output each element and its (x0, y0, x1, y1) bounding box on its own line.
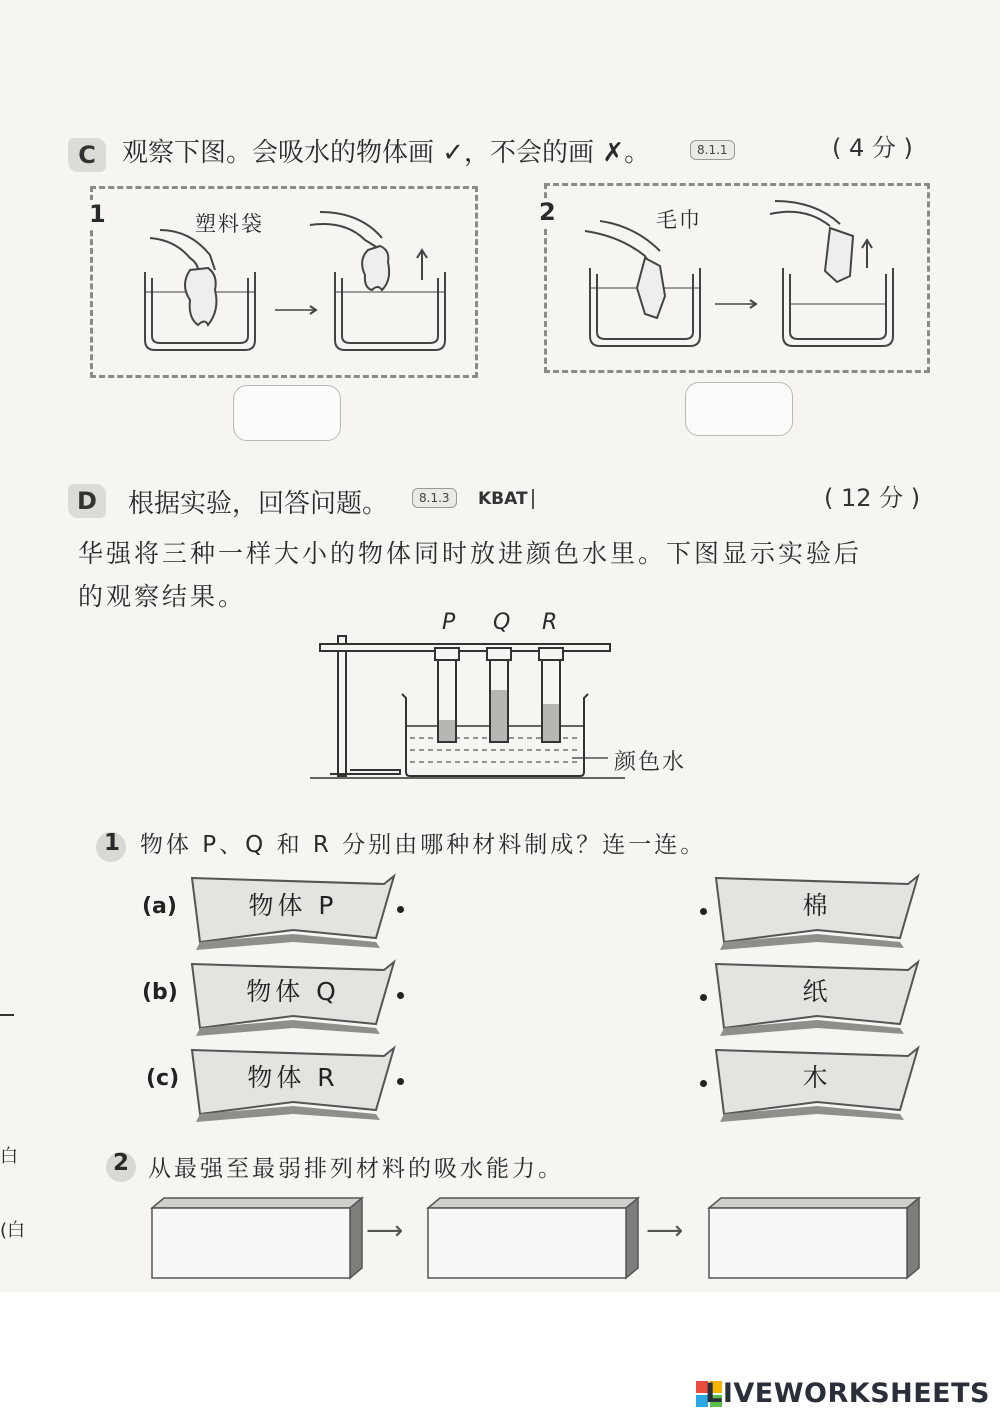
q1-text: 物体 P、Q 和 R 分别由哪种材料制成？连一连。 (140, 832, 707, 858)
material-cotton-card (712, 872, 922, 952)
section-d-score: ( 12 分 ) (824, 484, 921, 512)
q1-letter-b: (b) (142, 980, 178, 1005)
plastic-bag-illustration (120, 200, 460, 370)
object-p-label: 物体 P (248, 891, 338, 920)
object-r-label: 物体 R (247, 1063, 339, 1092)
material-paper-label: 纸 (802, 977, 832, 1006)
object-p-card (188, 872, 398, 952)
material-wood-dot[interactable] (700, 1080, 707, 1087)
water-label: 颜色水 (614, 750, 687, 775)
margin-mark (0, 1014, 14, 1016)
rank-box-3[interactable] (707, 1196, 922, 1280)
material-wood-label: 木 (802, 1063, 832, 1092)
material-wood-card (712, 1044, 922, 1124)
intro-line-2: 的观察结果。 (78, 582, 247, 611)
rank-box-1[interactable] (150, 1196, 365, 1280)
section-d-kbat-tag: KBAT (478, 489, 534, 509)
rank-box-2[interactable] (426, 1196, 641, 1280)
tube-label-q: Q (493, 610, 511, 635)
liveworksheets-brand[interactable]: LIVEWORKSHEETS (705, 1378, 990, 1409)
object-q-dot[interactable] (397, 992, 404, 999)
object-r-dot[interactable] (397, 1078, 404, 1085)
material-cotton-dot[interactable] (700, 908, 707, 915)
panel-1-number: 1 (86, 200, 109, 228)
section-c-title: 观察下图。会吸水的物体画 ✓，不会的画 ✗。 (122, 138, 651, 168)
tube-label-p: P (442, 610, 456, 635)
q2-text: 从最强至最弱排列材料的吸水能力。 (148, 1156, 564, 1182)
towel-illustration (575, 196, 915, 366)
object-q-label: 物体 Q (246, 977, 340, 1006)
rank-arrow-2: ⟶ (646, 1216, 684, 1246)
q1-number: 1 (104, 830, 121, 856)
object-p-dot[interactable] (397, 906, 404, 913)
q2-number: 2 (113, 1150, 130, 1176)
panel-2-answer-box[interactable] (685, 382, 793, 436)
rank-arrow-1: ⟶ (366, 1216, 404, 1246)
intro-line-1: 华强将三种一样大小的物体同时放进颜色水里。下图显示实验后 (78, 539, 863, 568)
margin-text-1: 白 (0, 1146, 18, 1167)
q1-letter-a: (a) (142, 894, 177, 919)
tube-label-r: R (542, 610, 558, 635)
material-paper-dot[interactable] (700, 994, 707, 1001)
section-d-letter: D (77, 487, 97, 515)
panel-1-answer-box[interactable] (233, 385, 341, 441)
section-d-title: 根据实验，回答问题。 (128, 489, 389, 519)
section-c-tag: 8.1.1 (690, 140, 735, 160)
object-r-card (188, 1044, 398, 1124)
section-c-badge (68, 138, 106, 172)
material-cotton-label: 棉 (802, 891, 832, 920)
panel-2-number: 2 (536, 198, 559, 226)
section-c-letter: C (78, 141, 96, 169)
section-c-score: ( 4 分 ) (832, 134, 913, 162)
panel-2-label: 毛巾 (656, 208, 702, 232)
section-d-tag: 8.1.3 (412, 488, 457, 508)
q1-letter-c: (c) (146, 1066, 180, 1091)
object-q-card (188, 958, 398, 1038)
panel-1-label: 塑料袋 (195, 212, 264, 236)
margin-text-2: (白 (0, 1220, 26, 1241)
material-paper-card (712, 958, 922, 1038)
section-d-badge (68, 484, 106, 518)
